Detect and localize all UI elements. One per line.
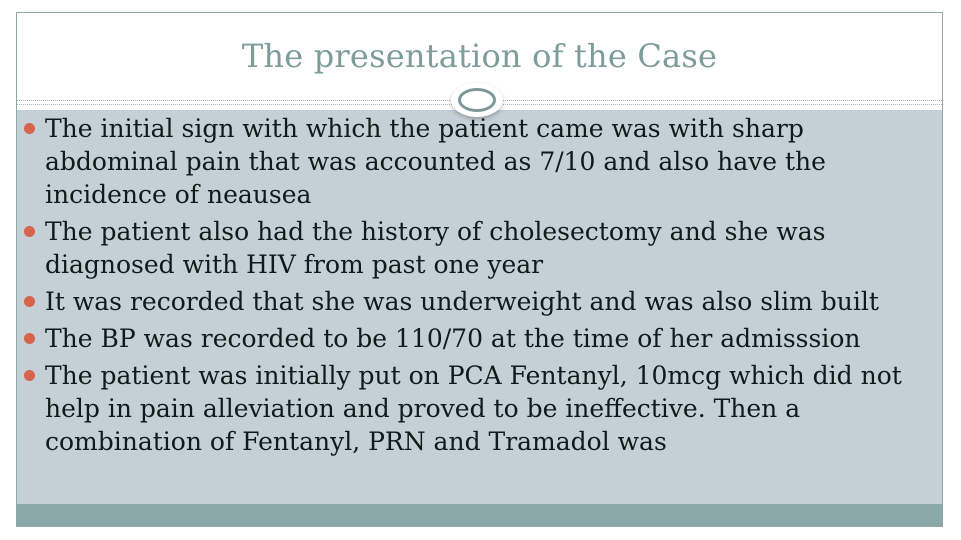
bullet-list [23,112,903,462]
bullet-item [23,285,903,318]
bullet-text: It was recorded that she was underweight and was also slim built [45,287,879,316]
slide-title: The presentation of the Case [241,37,718,75]
bullet-text: The patient was initially put on PCA Fentanyl, 10mcg which did not help in pain alleviation and proved to be ineffective. Then a combination of Fentanyl, PRN and Tramadol was [45,361,902,456]
bullet-item [23,112,903,211]
bullet-dot-icon [24,370,35,381]
bullet-text: The initial sign with which the patient came was with sharp abdominal pain that was accounted as 7/10 and also have the incidence of neausea [45,114,826,209]
bullet-dot-icon [24,123,35,134]
bullet-dot-icon [24,296,35,307]
ring-inner [458,88,496,112]
bullet-item [23,359,903,458]
bullet-item [23,215,903,281]
bullet-text: The patient also had the history of cholesectomy and she was diagnosed with HIV from past one year [45,217,826,279]
bullet-item [23,322,903,355]
bullet-dot-icon [24,226,35,237]
bullet-text: The BP was recorded to be 110/70 at the time of her admisssion [45,324,861,353]
bottom-band [17,504,942,527]
bullet-dot-icon [24,333,35,344]
